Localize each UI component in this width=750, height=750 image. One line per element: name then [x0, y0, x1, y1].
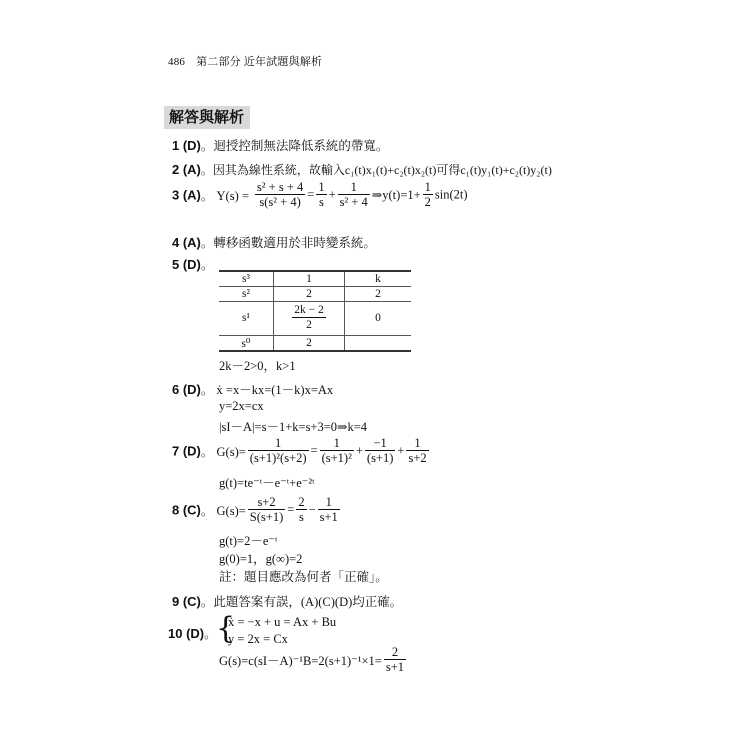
q6-line-2: |sI－A|=s－1+k=s+3=0⇒k=4: [219, 420, 368, 434]
denominator: S(s+1): [249, 510, 284, 524]
answer-number: 10 (D): [168, 626, 205, 641]
section-title: 解答與解析: [164, 106, 250, 129]
formula-tail: sin(2t): [434, 187, 468, 202]
routh-table: [219, 270, 411, 352]
table-row: [219, 271, 411, 286]
numerator: 2: [298, 495, 305, 509]
q8-note: 註：題目應改為何者「正確」。: [219, 570, 388, 584]
q8-line-1: g(t)=2－e⁻ᵗ: [219, 534, 278, 548]
table-row: [219, 286, 411, 301]
answer-3: [172, 180, 468, 210]
answer-number: 6 (D): [172, 382, 201, 397]
answer-6: [172, 380, 333, 399]
minus-sign: −: [308, 502, 316, 517]
answer-2: [172, 161, 552, 179]
numerator: 1: [424, 180, 431, 194]
answer-text: 。此題答案有誤，(A)(C)(D)均正確。: [200, 595, 403, 609]
equals-sign: =: [287, 502, 295, 517]
answer-5: [172, 255, 213, 274]
numerator: 1: [320, 436, 354, 451]
answer-number: 7 (D): [172, 443, 201, 459]
plus-sign: +: [397, 443, 405, 458]
table-cell: 2: [345, 286, 412, 301]
numerator: 1: [248, 436, 309, 451]
answer-10: [168, 624, 217, 643]
fraction: [320, 436, 354, 466]
plus-sign: +: [355, 443, 363, 458]
formula-lhs: 。 Y(s) =: [200, 189, 249, 203]
table-cell: k: [345, 271, 412, 286]
page-number: 486: [168, 56, 186, 68]
equals-sign: =: [307, 187, 315, 202]
answer-number: 4 (A): [172, 235, 201, 250]
answer-7: [172, 436, 431, 466]
fraction: [365, 436, 396, 466]
numerator: 1: [318, 495, 340, 510]
page-header: [168, 53, 322, 69]
implies-text: ⇒y(t)=1+: [371, 188, 421, 202]
denominator: s² + 4: [339, 195, 368, 209]
fraction: [316, 180, 326, 210]
denominator: s+1: [319, 510, 338, 524]
answer-number: 2 (A): [172, 162, 201, 177]
fraction: [255, 180, 305, 210]
answer-text: 。 ẋ =x－kx=(1－k)x=Ax: [200, 383, 334, 397]
table-cell: 2: [274, 335, 345, 351]
table-row: [219, 301, 411, 335]
table-cell: 2: [274, 286, 345, 301]
denominator: s(s² + 4): [259, 195, 301, 209]
answer-text: 。轉移函數適用於非時變系統。: [200, 236, 376, 250]
numerator: 1: [338, 180, 370, 195]
fraction: [248, 495, 285, 525]
fraction: [423, 180, 433, 210]
numerator: s² + s + 4: [256, 180, 304, 194]
denominator: 2: [424, 195, 431, 209]
numerator: 2: [384, 645, 406, 660]
table-cell: 0: [345, 301, 412, 335]
answer-number: 8 (C): [172, 502, 201, 518]
q7-line: g(t)=te⁻ᵗ－e⁻ᵗ+e⁻²ᵗ: [219, 476, 315, 490]
routh-condition: 2k－2>0，k>1: [219, 359, 296, 373]
table-cell: 1: [274, 271, 345, 286]
fraction: [338, 180, 370, 210]
denominator: 2: [306, 319, 312, 331]
table-cell: s¹: [219, 301, 274, 335]
q10-transfer-line: [219, 645, 408, 675]
fraction: [318, 495, 340, 525]
answer-text: 。: [204, 627, 217, 641]
answer-8: [172, 495, 342, 525]
answer-1: [172, 136, 388, 155]
table-row: [219, 335, 411, 351]
denominator: s: [299, 510, 304, 524]
formula-lhs: 。 G(s)=: [200, 445, 246, 459]
denominator: s: [319, 195, 324, 209]
answer-number: 3 (A): [172, 187, 201, 203]
denominator: s+1: [385, 660, 405, 674]
denominator: (s+1)²: [321, 451, 352, 465]
table-cell: s²: [219, 286, 274, 301]
q8-line-2: g(0)=1，g(∞)=2: [219, 552, 303, 566]
fraction: [292, 303, 326, 333]
equals-sign: =: [310, 443, 318, 458]
answer-text: 。: [200, 258, 214, 272]
numerator: 2k − 2: [294, 304, 324, 316]
numerator: −1: [365, 436, 396, 451]
fraction: [248, 436, 309, 466]
table-cell: [274, 301, 345, 335]
denominator: s+2: [408, 451, 427, 465]
answer-number: 5 (D): [172, 257, 201, 272]
header-title: 第二部分 近年試題與解析: [196, 56, 323, 68]
fraction: [296, 495, 306, 525]
answer-number: 9 (C): [172, 594, 201, 609]
answer-4: [172, 233, 376, 252]
fraction: [406, 436, 428, 466]
q10-state-equation: ẋ = −x + u = Ax + Bu: [228, 615, 337, 629]
answer-number: 1 (D): [172, 138, 201, 153]
numerator: s+2: [248, 495, 285, 510]
denominator: (s+1)²(s+2): [249, 451, 307, 465]
q6-line-1: y=2x=cx: [219, 399, 264, 413]
answer-text: 。因其為線性系統，故輸入c₁(t)x₁(t)+c₂(t)x₂(t)可得c₁(t)y₁(t)+c₂(t)y₂(t): [200, 163, 552, 177]
table-cell: s³: [219, 271, 274, 286]
system-brace: {: [216, 611, 236, 646]
fraction: [384, 645, 406, 675]
table-cell: [345, 335, 412, 351]
answer-text: 。迴授控制無法降低系統的帶寬。: [200, 139, 389, 153]
answer-9: [172, 592, 402, 611]
denominator: (s+1): [366, 451, 394, 465]
formula-lhs: 。 G(s)=: [200, 504, 246, 518]
plus-sign: +: [328, 187, 336, 202]
numerator: 1: [406, 436, 428, 451]
q10-output-equation: y = 2x = Cx: [228, 632, 288, 646]
table-cell: s⁰: [219, 335, 274, 351]
numerator: 1: [318, 180, 325, 194]
transfer-text: G(s)=c(sI－A)⁻¹B=2(s+1)⁻¹×1=: [219, 654, 382, 668]
